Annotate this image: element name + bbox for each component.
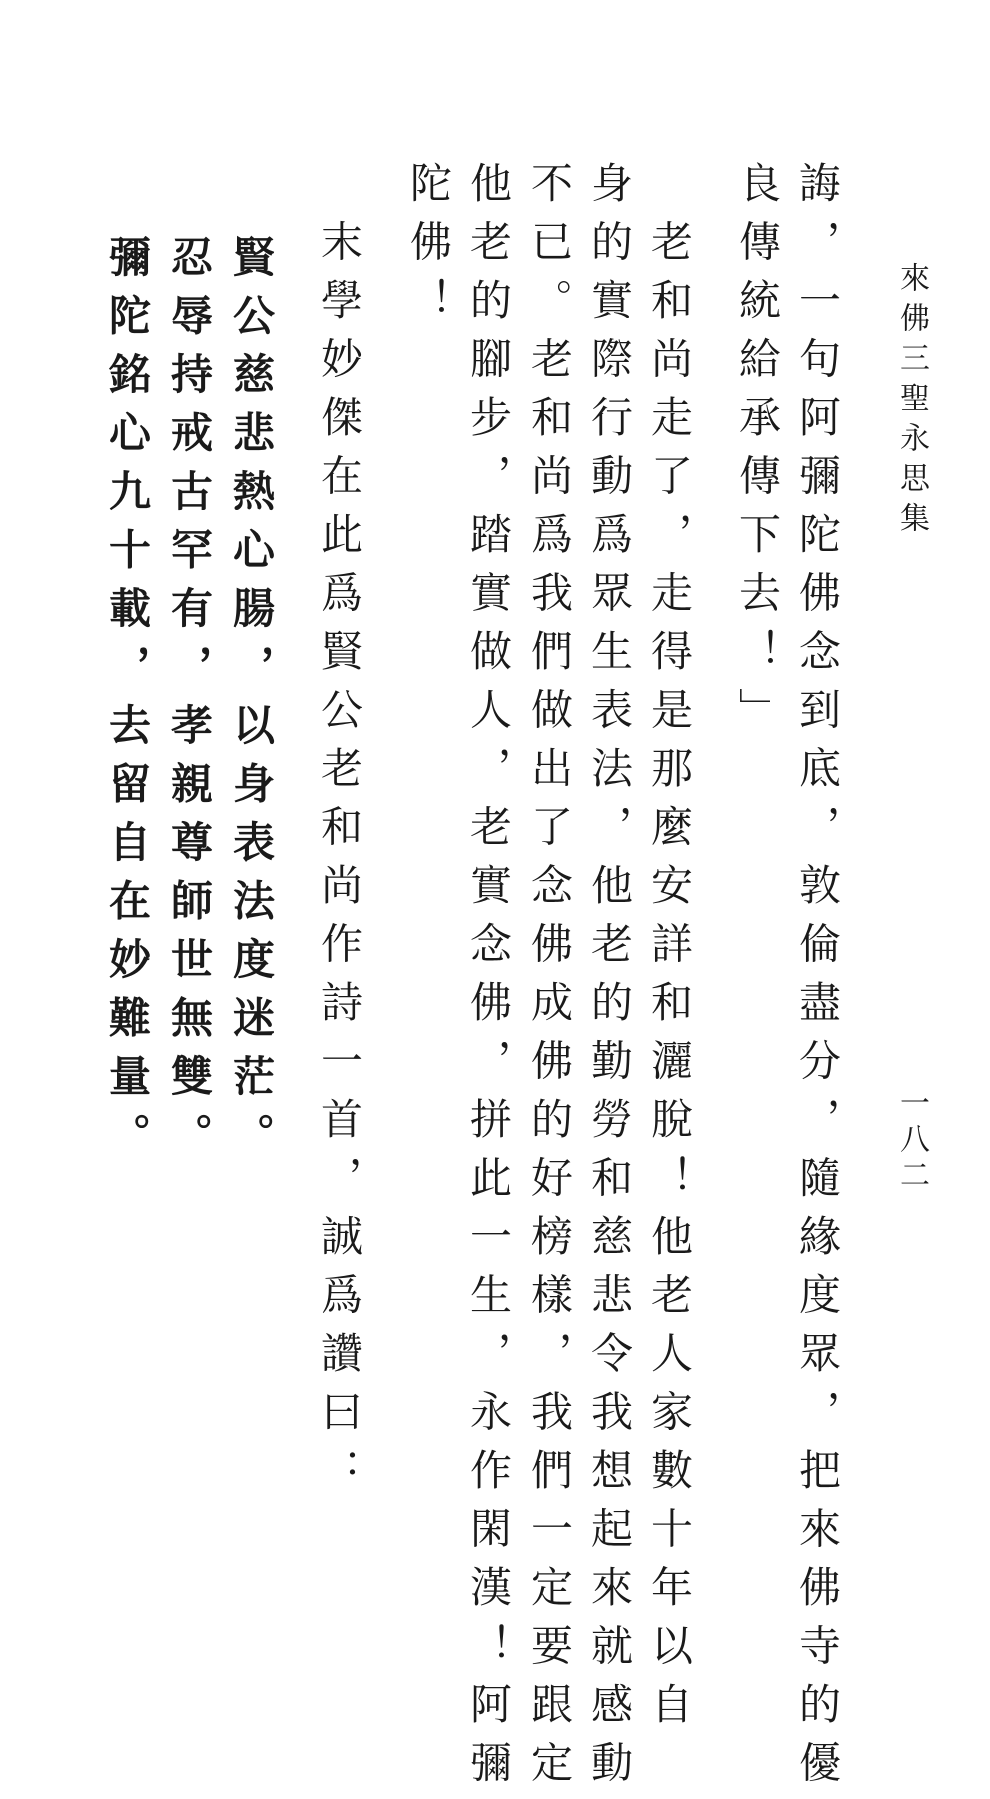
prose-column: 不已。老和尚爲我們做出了念佛成佛的好榜樣，我們一定要跟定 (525, 161, 574, 1799)
poem-line: 彌陀銘心九十載，去留自在妙難量。 (103, 235, 152, 1171)
prose-column: 末學妙傑在此爲賢公老和尚作詩一首，誠爲讚曰： (315, 161, 364, 1507)
poem-line: 賢公慈悲熱心腸，以身表法度迷茫。 (227, 235, 276, 1171)
prose-column: 身的實際行動爲眾生表法，他老的勤勞和慈悲令我想起來就感動 (585, 161, 634, 1799)
prose-column: 老和尚走了，走得是那麼安詳和灑脫！他老人家數十年以自 (645, 161, 694, 1741)
prose-column: 誨，一句阿彌陀佛念到底，敦倫盡分，隨緣度眾，把來佛寺的優 (793, 161, 842, 1799)
prose-column: 他老的腳步，踏實做人，老實念佛，拼此一生，永作閑漢！阿彌 (464, 161, 513, 1799)
running-head: 來佛三聖永思集 (894, 262, 929, 542)
page-number: 一八二 (894, 1087, 929, 1195)
prose-column: 良傳統給承傳下去！」 (733, 161, 782, 746)
prose-column: 陀佛！ (404, 161, 453, 337)
poem-line: 忍辱持戒古罕有，孝親尊師世無雙。 (165, 235, 214, 1171)
